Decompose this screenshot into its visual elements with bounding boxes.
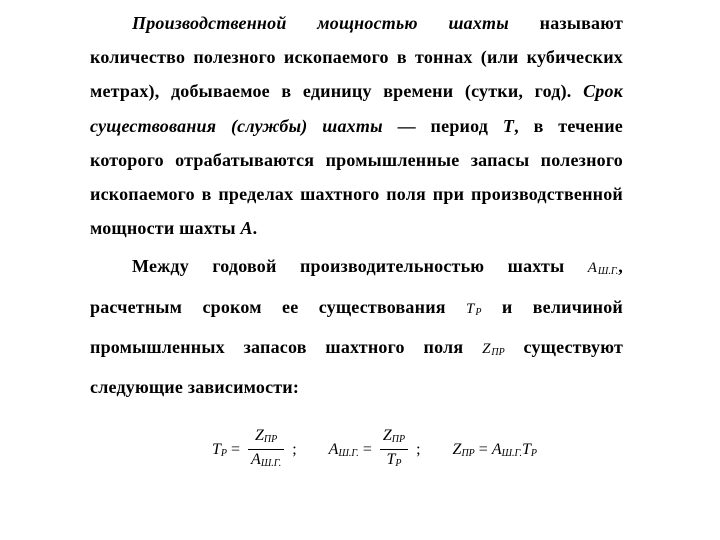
symbol-subscript: P	[475, 306, 482, 318]
symbol-A: A	[240, 218, 253, 239]
text-segment: существуют следующие зависимости:	[90, 336, 623, 398]
equals-sign: =	[231, 440, 241, 458]
fraction-denominator	[248, 450, 284, 473]
term-service-life: Срок существования (службы) шахты	[90, 81, 623, 136]
formula-symbol: A	[328, 440, 339, 458]
separator: ;	[416, 440, 421, 458]
formula-1-fraction	[248, 426, 284, 473]
formula-subscript: P	[395, 458, 402, 469]
formula-symbol: T	[212, 440, 221, 458]
symbol-base: Z	[482, 340, 491, 357]
formula-subscript: ПР	[461, 447, 475, 459]
equals-sign: =	[362, 440, 372, 458]
formula-subscript: P	[530, 447, 537, 459]
formula-subscript: ПР	[391, 434, 406, 445]
symbol-design-life	[466, 301, 481, 317]
text-segment: — период	[382, 115, 503, 136]
fraction-denominator	[383, 450, 404, 473]
formula-2-fraction	[380, 426, 408, 473]
formula-subscript: Ш.Г.	[338, 447, 359, 459]
formula-symbol: Z	[255, 427, 264, 444]
symbol-annual-productivity	[588, 260, 619, 276]
formula-2-lhs	[329, 441, 359, 459]
formula-subscript: Ш.Г.	[501, 447, 522, 459]
paragraph-relations	[90, 249, 623, 404]
text-segment: называют количество полезного ископаемого в тоннах (или кубических метрах), добываемое в единицу времени (сутки, год).	[90, 13, 623, 102]
text-block	[90, 6, 623, 404]
fraction-numerator	[380, 426, 408, 449]
fraction-numerator	[252, 426, 280, 449]
paragraph-definitions	[90, 6, 623, 245]
symbol-T: T	[502, 115, 515, 136]
formulas-row	[212, 426, 537, 473]
formula-symbol: Z	[382, 427, 392, 444]
text-segment: и величиной промышленных запасов шахтного поля	[90, 296, 623, 357]
symbol-base: A	[587, 260, 597, 277]
symbol-subscript: Ш.Г.	[597, 266, 619, 278]
text-segment: .	[252, 218, 258, 239]
equals-sign: =	[478, 440, 488, 458]
formula-symbol: T	[386, 451, 396, 468]
formula-symbol: A	[251, 451, 261, 468]
formula-symbol: T	[521, 440, 531, 458]
formula-subscript: Ш.Г.	[260, 458, 282, 469]
formula-subscript: ПР	[263, 434, 278, 445]
term-productive-capacity: Производственной мощностью шахты	[132, 13, 509, 33]
text-segment: Между годовой производительностью шахты	[132, 256, 588, 277]
formula-3-rhs	[492, 441, 537, 459]
formula-subscript: P	[220, 447, 228, 459]
symbol-reserves	[482, 341, 505, 357]
separator: ;	[292, 440, 297, 458]
formula-1-lhs	[212, 441, 227, 459]
formula-3-lhs	[453, 441, 475, 459]
symbol-base: T	[466, 300, 475, 317]
text-segment: , в течение которого отрабатываются промышленные запасы полезного ископаемого в пределах шахтного поля при производственной мощности шахты	[90, 115, 623, 239]
symbol-subscript: ПР	[491, 346, 505, 358]
text-segment: , расчетным сроком ее существования	[90, 256, 623, 317]
formula-symbol: A	[491, 440, 502, 458]
formula-symbol: Z	[452, 440, 462, 458]
